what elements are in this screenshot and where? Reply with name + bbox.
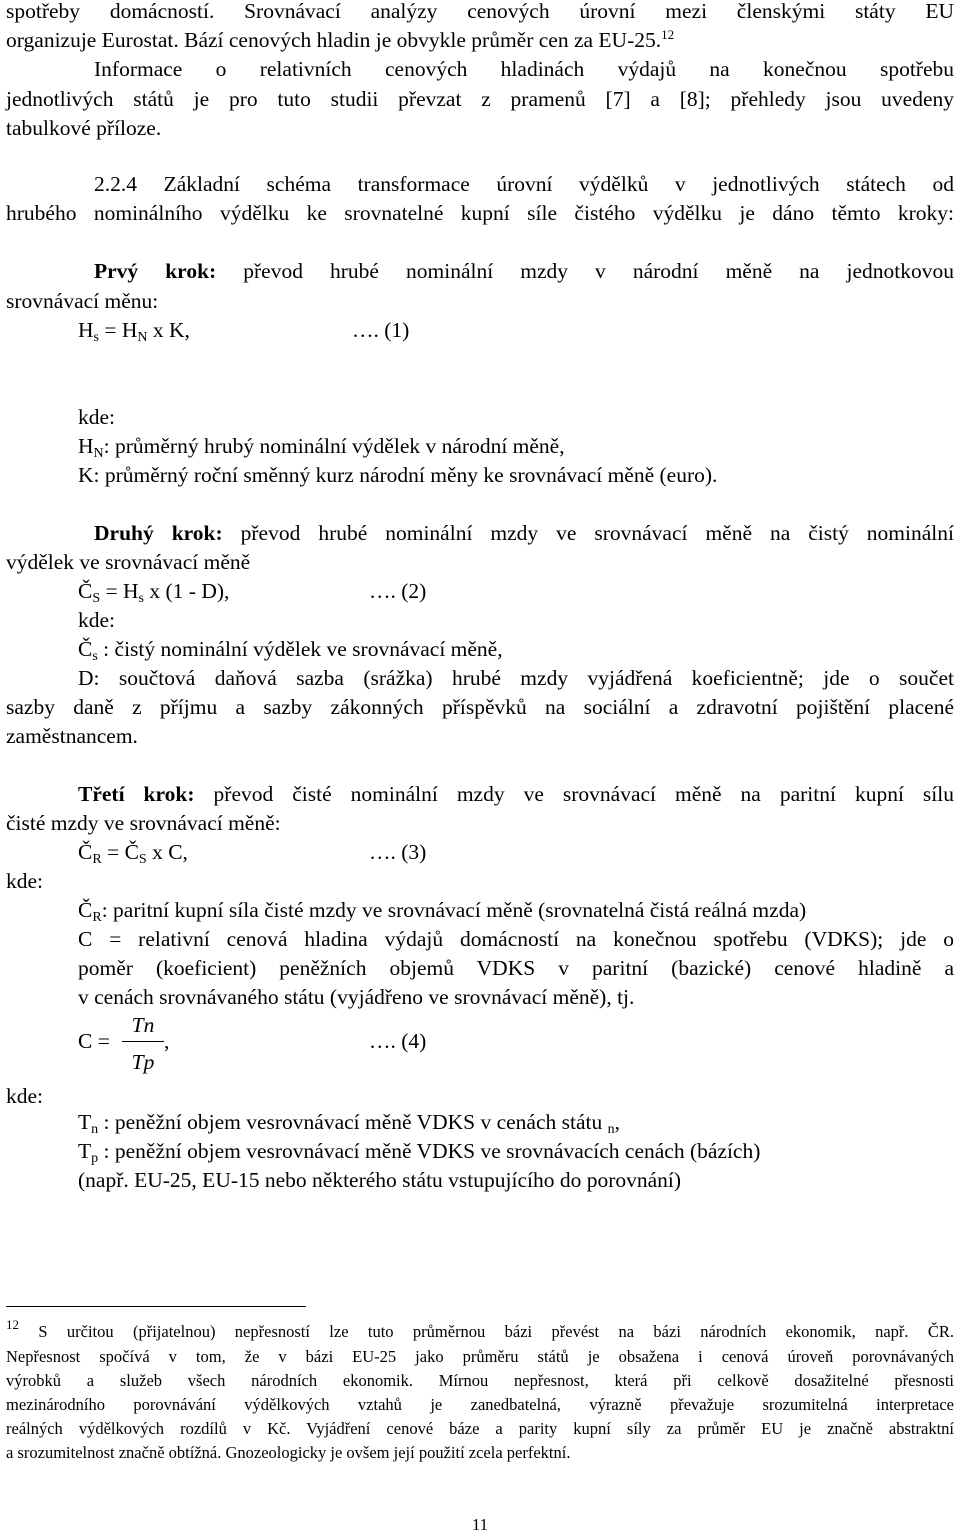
step2-def-d-line-1: D: součtová daňová sazba (srážka) hrubé mzdy vyjádřená koeficientně; jde o součet	[78, 666, 954, 690]
step2-line-2: výdělek ve srovnávací měně	[6, 550, 251, 574]
footnote-line-3: výrobků a služeb všech národních ekonomik. Mírnou nepřesnost, která při celkově dosažitelné přesnosti	[6, 1371, 954, 1390]
equation-4-fraction-bar	[122, 1041, 164, 1042]
intro-line-3: Informace o relativních cenových hladinách výdajů na konečnou spotřebu	[94, 57, 954, 81]
section-heading-line-2: hrubého nominálního výdělku ke srovnatelné kupní síle čistého výdělku je dáno těmto kroky:	[6, 201, 954, 225]
step1-def-k: K: průměrný roční směnný kurz národní měny ke srovnávací měně (euro).	[78, 463, 718, 487]
equation-3-number: …. (3)	[369, 840, 427, 864]
step3-def-c-line-3: v cenách srovnávaného státu (vyjádřeno ve srovnávací měně), tj.	[78, 985, 635, 1009]
footnote-line-1: $^{12}$ S určitou (přijatelnou) nepřesností lze tuto průměrnou bázi převést na bázi národních ekonomik, např. ČR.	[6, 1317, 954, 1341]
equation-2: $Č_S = H_s$ x (1 - D),	[78, 579, 230, 606]
step3-def-tp: $T_p$ : peněžní objem vesrovnávací měně VDKS ve srovnávacích cenách (bázích)	[78, 1139, 761, 1166]
footnote-mark: 12	[6, 1317, 19, 1332]
step3-def-c-line-2: poměr (koeficient) peněžních objemů VDKS v paritní (bazické) cenové hladině a	[78, 956, 954, 980]
equation-3: $Č_R$ = $Č_S$ x C,	[78, 840, 188, 867]
step3-def-tp-line-2: (např. EU-25, EU-15 nebo některého státu vstupujícího do porovnání)	[78, 1168, 682, 1192]
footnote-line-6: a srozumitelnost značně obtížná. Gnozeologicky je ovšem její použití zcela perfektní.	[6, 1443, 571, 1462]
equation-4-numerator: Tn	[131, 1013, 155, 1037]
step1-line-1: Prvý krok: převod hrubé nominální mzdy v národní měně na jednotkovou	[94, 259, 954, 283]
step2-def-cs: $Č_s$ : čistý nominální výdělek ve srovnávací měně,	[78, 637, 503, 664]
step3-def-cr: $Č_R$: paritní kupní síla čisté mzdy ve srovnávací měně (srovnatelná čistá reálná mzda)	[78, 898, 807, 925]
step2-kde: kde:	[78, 608, 116, 632]
step2-line-1: Druhý krok: převod hrubé nominální mzdy ve srovnávací měně na čistý nominální	[94, 521, 954, 545]
step1-def-hn: $H_N$: průměrný hrubý nominální výdělek v národní měně,	[78, 434, 565, 461]
step1-label: Prvý krok:	[94, 259, 217, 283]
page-number: 11	[471, 1515, 489, 1534]
intro-line-4: jednotlivých států je pro tuto studii převzat z pramenů [7] a [8]; přehledy jsou uvedeny	[6, 87, 954, 111]
step2-label: Druhý krok:	[94, 521, 223, 545]
equation-4-comma: ,	[164, 1029, 170, 1053]
equation-2-number: …. (2)	[369, 579, 427, 603]
equation-4-denominator: Tp	[131, 1050, 155, 1074]
equation-4-lhs: C =	[78, 1029, 110, 1053]
step3-line-1: Třetí krok: převod čisté nominální mzdy ve srovnávací měně na paritní kupní sílu	[78, 782, 954, 806]
step2-def-d-line-3: zaměstnancem.	[6, 724, 138, 748]
step3-label: Třetí krok:	[78, 782, 195, 806]
section-heading-line-1: 2.2.4 Základní schéma transformace úrovní výdělků v jednotlivých státech od	[94, 172, 954, 196]
step1-kde: kde:	[78, 405, 116, 429]
footnote-line-4: mezinárodního porovnávání výdělkových vztahů je zanedbatelná, výrazně převažuje srozumitelná interpretace	[6, 1395, 954, 1414]
step3-kde-2: kde:	[6, 1084, 44, 1108]
step3-def-c-line-1: C = relativní cenová hladina výdajů domácností na konečnou spotřebu (VDKS); jde o	[78, 927, 954, 951]
equation-4-number: …. (4)	[369, 1029, 427, 1053]
equation-1-number: …. (1)	[352, 318, 410, 342]
step3-line-2: čisté mzdy ve srovnávací měně:	[6, 811, 281, 835]
equation-1: $H_s = H_N$ x K,	[78, 318, 190, 345]
step3-kde: kde:	[6, 869, 44, 893]
intro-line-2: organizuje Eurostat. Bází cenových hladin je obvykle průměr cen za EU-25.12	[6, 27, 675, 52]
step1-line-2: srovnávací měnu:	[6, 289, 159, 313]
step3-def-tn: $T_n$ : peněžní objem vesrovnávací měně VDKS v cenách státu $_n$,	[78, 1110, 620, 1137]
footnote-line-2: Nepřesnost spočívá v tom, že v bázi EU-25 jako průměru států je obsažena i cenová úroveň porovnávaných	[6, 1347, 954, 1366]
footnote-line-5: reálných výdělkových rozdílů v Kč. Vyjádření cenové báze a parity kupní síly za průměr EU je značně abstraktní	[6, 1419, 954, 1438]
step2-def-d-line-2: sazby daně z příjmu a sazby zákonných příspěvků na sociální a zdravotní pojištění placené	[6, 695, 954, 719]
footnote-separator	[6, 1306, 306, 1307]
intro-line-5: tabulkové příloze.	[6, 116, 162, 140]
intro-line-1: spotřeby domácností. Srovnávací analýzy cenových úrovní mezi členskými státy EU	[6, 0, 954, 23]
footnote-reference[interactable]: 12	[661, 27, 675, 42]
